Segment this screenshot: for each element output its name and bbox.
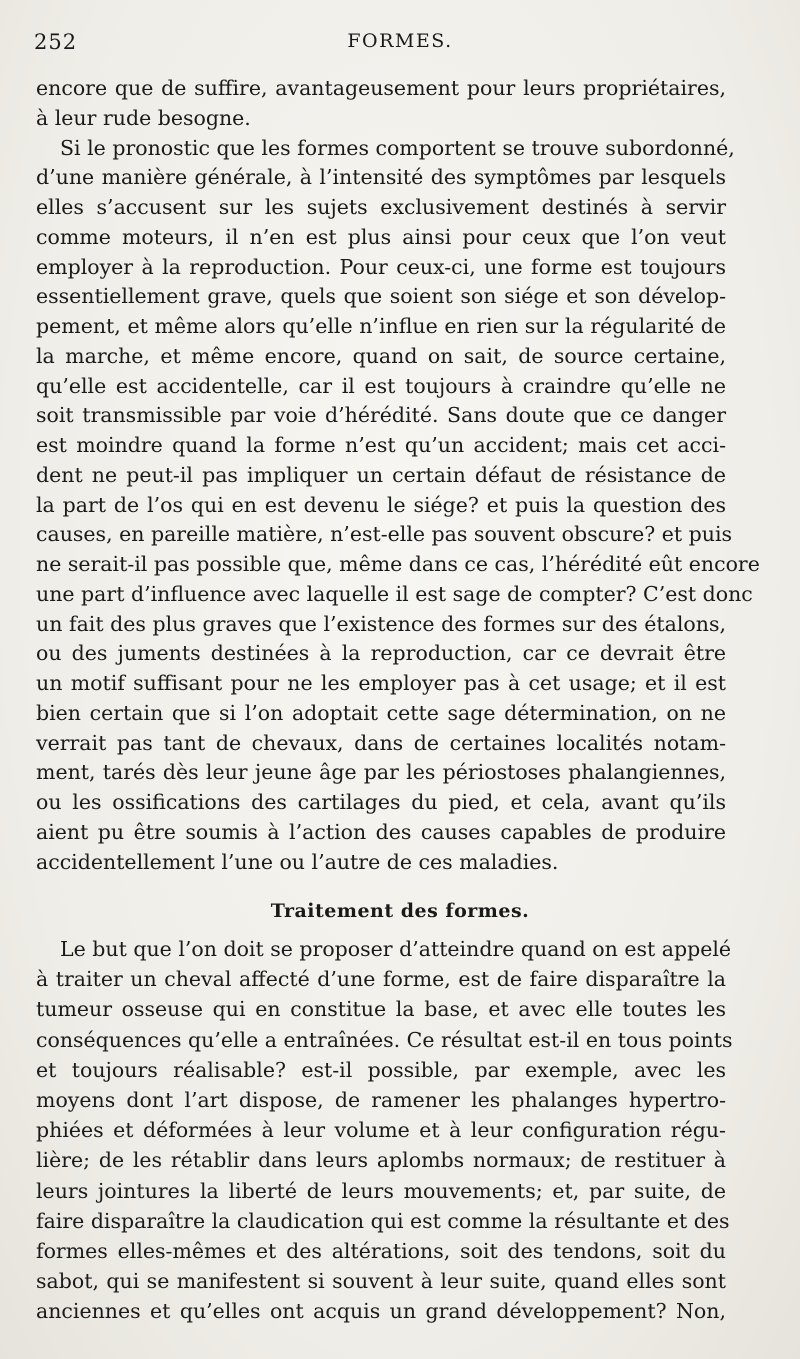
text-line: accidentellement l’une ou l’autre de ces maladies.: [36, 849, 559, 874]
text-line: à traiter un cheval affecté d’une forme, est de faire disparaître la: [36, 967, 726, 992]
text-line: causes, en pareille matière, n’est-elle pas souvent obscure? et puis: [36, 522, 733, 547]
text-line: formes elles-mêmes et des altérations, soit des tendons, soit du: [36, 1238, 726, 1263]
text-line: est moindre quand la forme n’est qu’un accident; mais cet acci-: [36, 433, 726, 457]
text-line: un motif suffisant pour ne les employer pas à cet usage; et il est: [36, 671, 726, 695]
text-line: dent ne peut-il pas impliquer un certain défaut de résistance de: [36, 462, 726, 487]
text-line: pement, et même alors qu’elle n’influe en rien sur la régularité de: [36, 314, 726, 338]
text-line: elles s’accusent sur les sujets exclusivement destinés à servir: [36, 195, 726, 219]
text-line: la marche, et même encore, quand on sait, de source certaine,: [36, 343, 726, 368]
text-line: et toujours réalisable? est-il possible, par exemple, avec les: [36, 1057, 726, 1082]
text-line: comme moteurs, il n’en est plus ainsi pour ceux que l’on veut: [36, 224, 726, 249]
text-line: lière; de les rétablir dans leurs aplombs normaux; de restituer à: [36, 1148, 726, 1173]
text-line: encore que de suffire, avantageusement pour leurs propriétaires,: [36, 76, 726, 100]
text-line: essentiellement grave, quels que soient son siége et son dévelop-: [36, 284, 726, 309]
text-line: aient pu être soumis à l’action des causes capables de produire: [36, 819, 726, 844]
text-line: un fait des plus graves que l’existence des formes sur des étalons,: [36, 611, 726, 636]
text-line: employer à la reproduction. Pour ceux-ci, une forme est toujours: [36, 254, 726, 279]
text-line: sabot, qui se manifestent si souvent à leur suite, quand elles sont: [36, 1269, 726, 1294]
body-text-top: [36, 74, 760, 877]
page-number: 252: [34, 30, 78, 54]
text-line: moyens dont l’art dispose, de ramener les phalanges hypertro-: [36, 1087, 726, 1112]
page-header: [34, 30, 766, 62]
text-line: tumeur osseuse qui en constitue la base, et avec elle toutes les: [36, 997, 726, 1022]
text-line: verrait pas tant de chevaux, dans de certaines localités notam-: [36, 730, 726, 755]
text-line: faire disparaître la claudication qui est comme la résultante et des: [36, 1208, 730, 1233]
text-line: anciennes et qu’elles ont acquis un grand développement? Non,: [36, 1299, 726, 1324]
text-line: la part de l’os qui en est devenu le siége? et puis la question des: [36, 492, 726, 517]
body-text-bottom: [36, 934, 733, 1326]
text-line: Si le pronostic que les formes comportent se trouve subordonné,: [60, 135, 735, 160]
section-heading: Traitement des formes.: [270, 900, 530, 922]
text-line: une part d’influence avec laquelle il est sage de compter? C’est donc: [36, 581, 753, 606]
text-line: qu’elle est accidentelle, car il est toujours à craindre qu’elle ne: [36, 373, 726, 398]
text-line: ou des juments destinées à la reproduction, car ce devrait être: [36, 641, 726, 666]
text-line: soit transmissible par voie d’hérédité. Sans doute que ce danger: [36, 403, 726, 428]
text-line: ou les ossifications des cartilages du pied, et cela, avant qu’ils: [36, 790, 726, 814]
text-line: leurs jointures la liberté de leurs mouvements; et, par suite, de: [36, 1178, 726, 1203]
text-line: ment, tarés dès leur jeune âge par les périostoses phalangiennes,: [36, 760, 726, 785]
text-line: à leur rude besogne.: [36, 105, 251, 130]
text-line: bien certain que si l’on adoptait cette sage détermination, on ne: [36, 700, 726, 725]
running-title: FORMES.: [347, 30, 453, 52]
text-line: ne serait-il pas possible que, même dans ce cas, l’hérédité eût encore: [36, 552, 760, 576]
text-line: phiées et déformées à leur volume et à leur configuration régu-: [36, 1118, 726, 1143]
text-line: conséquences qu’elle a entraînées. Ce résultat est-il en tous points: [36, 1027, 733, 1052]
text-line: d’une manière générale, à l’intensité des symptômes par lesquels: [36, 165, 726, 190]
text-line: Le but que l’on doit se proposer d’atteindre quand on est appelé: [60, 937, 732, 961]
